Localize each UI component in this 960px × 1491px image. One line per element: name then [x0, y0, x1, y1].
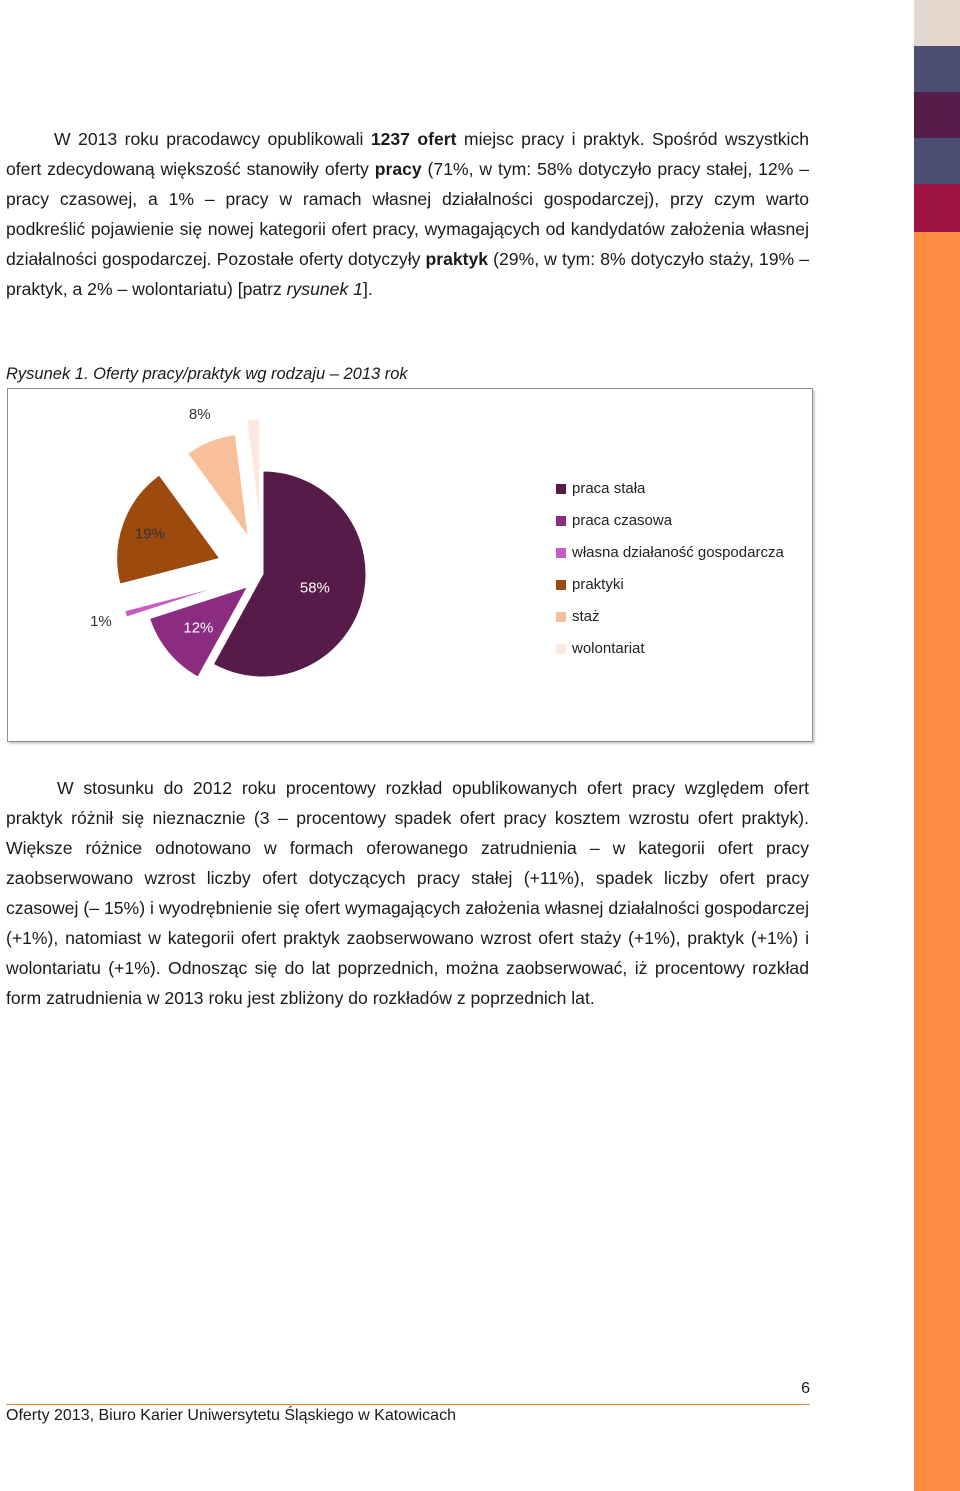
legend-label-0: praca stała: [572, 480, 646, 497]
pie-slice-3: [117, 475, 220, 584]
intro-text-2: miejsc pracy i praktyk. Spośród wszystkich ofert zdecydowaną większość stanowiły oferty: [6, 129, 810, 179]
work-bold: pracy: [374, 159, 422, 179]
pie-slice-4: [188, 435, 249, 537]
chart-legend: [556, 473, 784, 665]
pie-chart: [8, 389, 528, 741]
legend-item-0: [556, 473, 784, 505]
legend-swatch-5: [556, 644, 566, 654]
intro-text-3: (71%, w tym: 58% dotyczyło pracy stałej, 12% – pracy czasowej, a 1% – pracy w ramach własnej działalności gospodarczej), przy czym warto podkreślić pojawienie się nowej kategorii ofert pracy, wymagających od kandydatów założenia własnej działalności gospodarczej. Pozostałe oferty dotyczyły: [6, 159, 810, 269]
legend-swatch-3: [556, 580, 566, 590]
legend-label-3: praktyki: [572, 576, 624, 593]
legend-swatch-2: [556, 548, 566, 558]
page-number: 6: [801, 1380, 810, 1397]
intro-text-4: (29%, w tym: 8% dotyczyło staży, 19% – praktyk, a 2% – wolontariatu) [patrz: [6, 249, 809, 299]
legend-swatch-0: [556, 484, 566, 494]
stripe-segment-slate-2: [914, 138, 960, 184]
pie-label-0: 58%: [299, 579, 330, 597]
legend-swatch-1: [556, 516, 566, 526]
legend-item-4: [556, 601, 784, 633]
legend-label-4: staż: [572, 608, 600, 625]
legend-label-1: praca czasowa: [572, 512, 673, 529]
pie-label-2: 1%: [90, 613, 112, 631]
comparison-paragraph: [6, 773, 809, 1013]
legend-item-3: [556, 569, 784, 601]
pie-slice-5: [247, 419, 260, 522]
stripe-segment-orange: [914, 232, 960, 1491]
stripe-segment-plum: [914, 92, 960, 138]
figure-reference: rysunek 1: [286, 279, 363, 299]
intro-text-5: ].: [362, 279, 373, 299]
pie-chart-frame: [7, 388, 813, 742]
stripe-segment-beige: [914, 0, 960, 46]
figure-caption: Rysunek 1. Oferty pracy/praktyk wg rodzaju – 2013 rok: [6, 365, 408, 383]
comparison-text: W stosunku do 2012 roku procentowy rozkład opublikowanych ofert pracy względem ofert praktyk różnił się nieznacznie (3 – procentowy spadek ofert pracy kosztem wzrostu ofert praktyk). Większe różnice odnotowano w formach oferowanego zatrudnienia – w kategorii ofert pracy zaobserwowano wzrost liczby ofert dotyczących pracy stałej (+11%), spadek liczby ofert pracy czasowej (– 15%) i wyodrębnienie się ofert wymagających założenia własnej działalności gospodarczej (+1%), natomiast w kategorii ofert praktyk zaobserwowano wzrost ofert staży (+1%), praktyk (+1%) i wolontariatu (+1%). Odnosząc się do lat poprzednich, można zaobserwować, iż procentowy rozkład form zatrudnienia w 2013 roku jest zbliżony do rozkładów z poprzednich lat.: [6, 778, 809, 1008]
pie-label-4: 8%: [188, 406, 211, 424]
legend-label-5: wolontariat: [572, 640, 645, 657]
legend-item-5: [556, 633, 784, 665]
internship-bold: praktyk: [425, 249, 489, 269]
intro-text-1: W 2013 roku pracodawcy opublikowali: [54, 129, 371, 149]
offer-count-bold: 1237 ofert: [370, 129, 457, 149]
pie-label-1: 12%: [183, 619, 214, 637]
intro-paragraph: [6, 124, 809, 304]
decorative-side-stripe: [914, 0, 960, 1491]
footer-text: Oferty 2013, Biuro Karier Uniwersytetu Śląskiego w Katowicach: [6, 1407, 456, 1424]
legend-item-1: [556, 505, 784, 537]
legend-item-2: [556, 537, 784, 569]
legend-swatch-4: [556, 612, 566, 622]
pie-label-3: 19%: [134, 525, 165, 543]
stripe-segment-crimson: [914, 184, 960, 232]
stripe-segment-slate: [914, 46, 960, 92]
legend-label-2: własna działaność gospodarcza: [572, 544, 784, 561]
